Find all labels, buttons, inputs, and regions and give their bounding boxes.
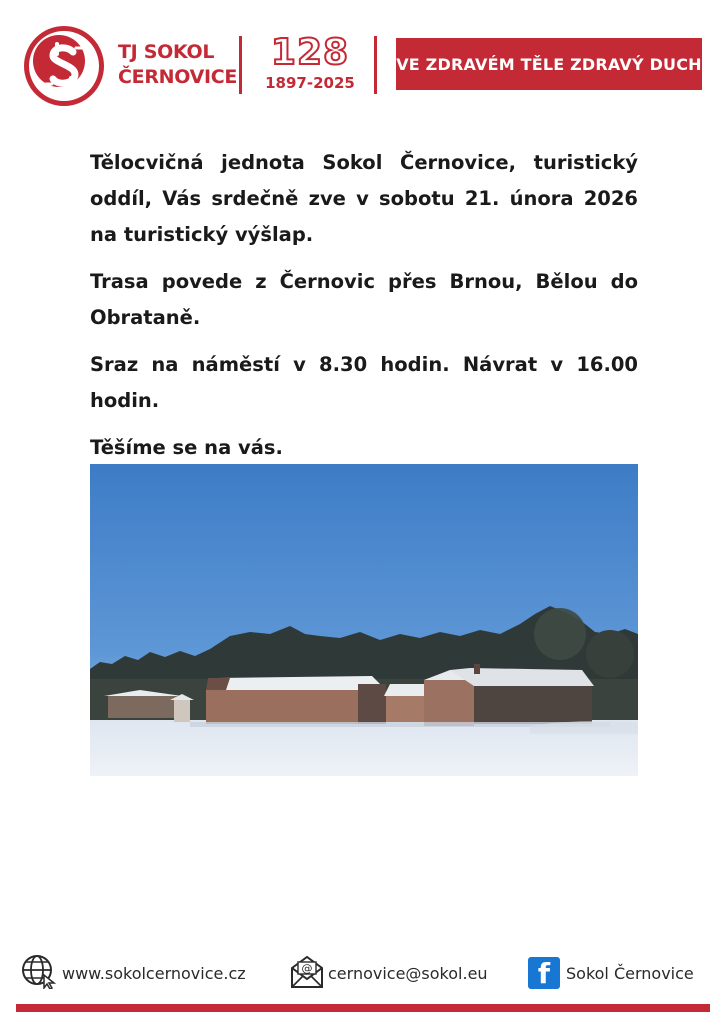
facebook-contact	[528, 953, 694, 993]
footer-bar	[16, 1004, 710, 1012]
anniversary-number: 128	[270, 32, 350, 73]
paragraph-invitation: Tělocvičná jednota Sokol Černovice, turistický oddíl, Vás srdečně zve v sobotu 21. února 2026 na turistický výšlap.	[90, 151, 638, 246]
facebook-icon: f	[528, 957, 560, 989]
globe-cursor-icon	[20, 953, 56, 994]
email-link[interactable]: cernovice@sokol.eu	[328, 963, 488, 983]
header-divider	[374, 36, 377, 94]
header-divider	[239, 36, 242, 94]
paragraph-closing: Těšíme se na vás.	[90, 436, 283, 459]
motto-banner: VE ZDRAVÉM TĚLE ZDRAVÝ DUCH	[396, 38, 702, 90]
website-contact	[20, 953, 246, 993]
email-contact	[290, 953, 488, 993]
envelope-at-icon	[290, 953, 324, 994]
sokol-logo	[24, 26, 104, 106]
paragraph-meeting: Sraz na náměstí v 8.30 hodin. Návrat v 16.00 hodin.	[90, 353, 638, 412]
winter-farm-photo	[90, 464, 638, 776]
club-name	[118, 40, 238, 90]
club-name-line2: ČERNOVICE	[118, 66, 238, 88]
paragraph-route: Trasa povede z Černovic přes Brnou, Bělou do Obrataně.	[90, 270, 638, 329]
website-link[interactable]: www.sokolcernovice.cz	[62, 963, 246, 983]
anniversary-badge	[254, 34, 366, 92]
contact-footer	[0, 945, 724, 1024]
facebook-link[interactable]: Sokol Černovice	[566, 963, 694, 983]
invitation-text	[90, 145, 638, 477]
anniversary-years: 1897-2025	[265, 74, 355, 92]
club-name-line1: TJ SOKOL	[118, 41, 215, 63]
svg-text:@: @	[301, 961, 313, 975]
header	[0, 0, 724, 120]
